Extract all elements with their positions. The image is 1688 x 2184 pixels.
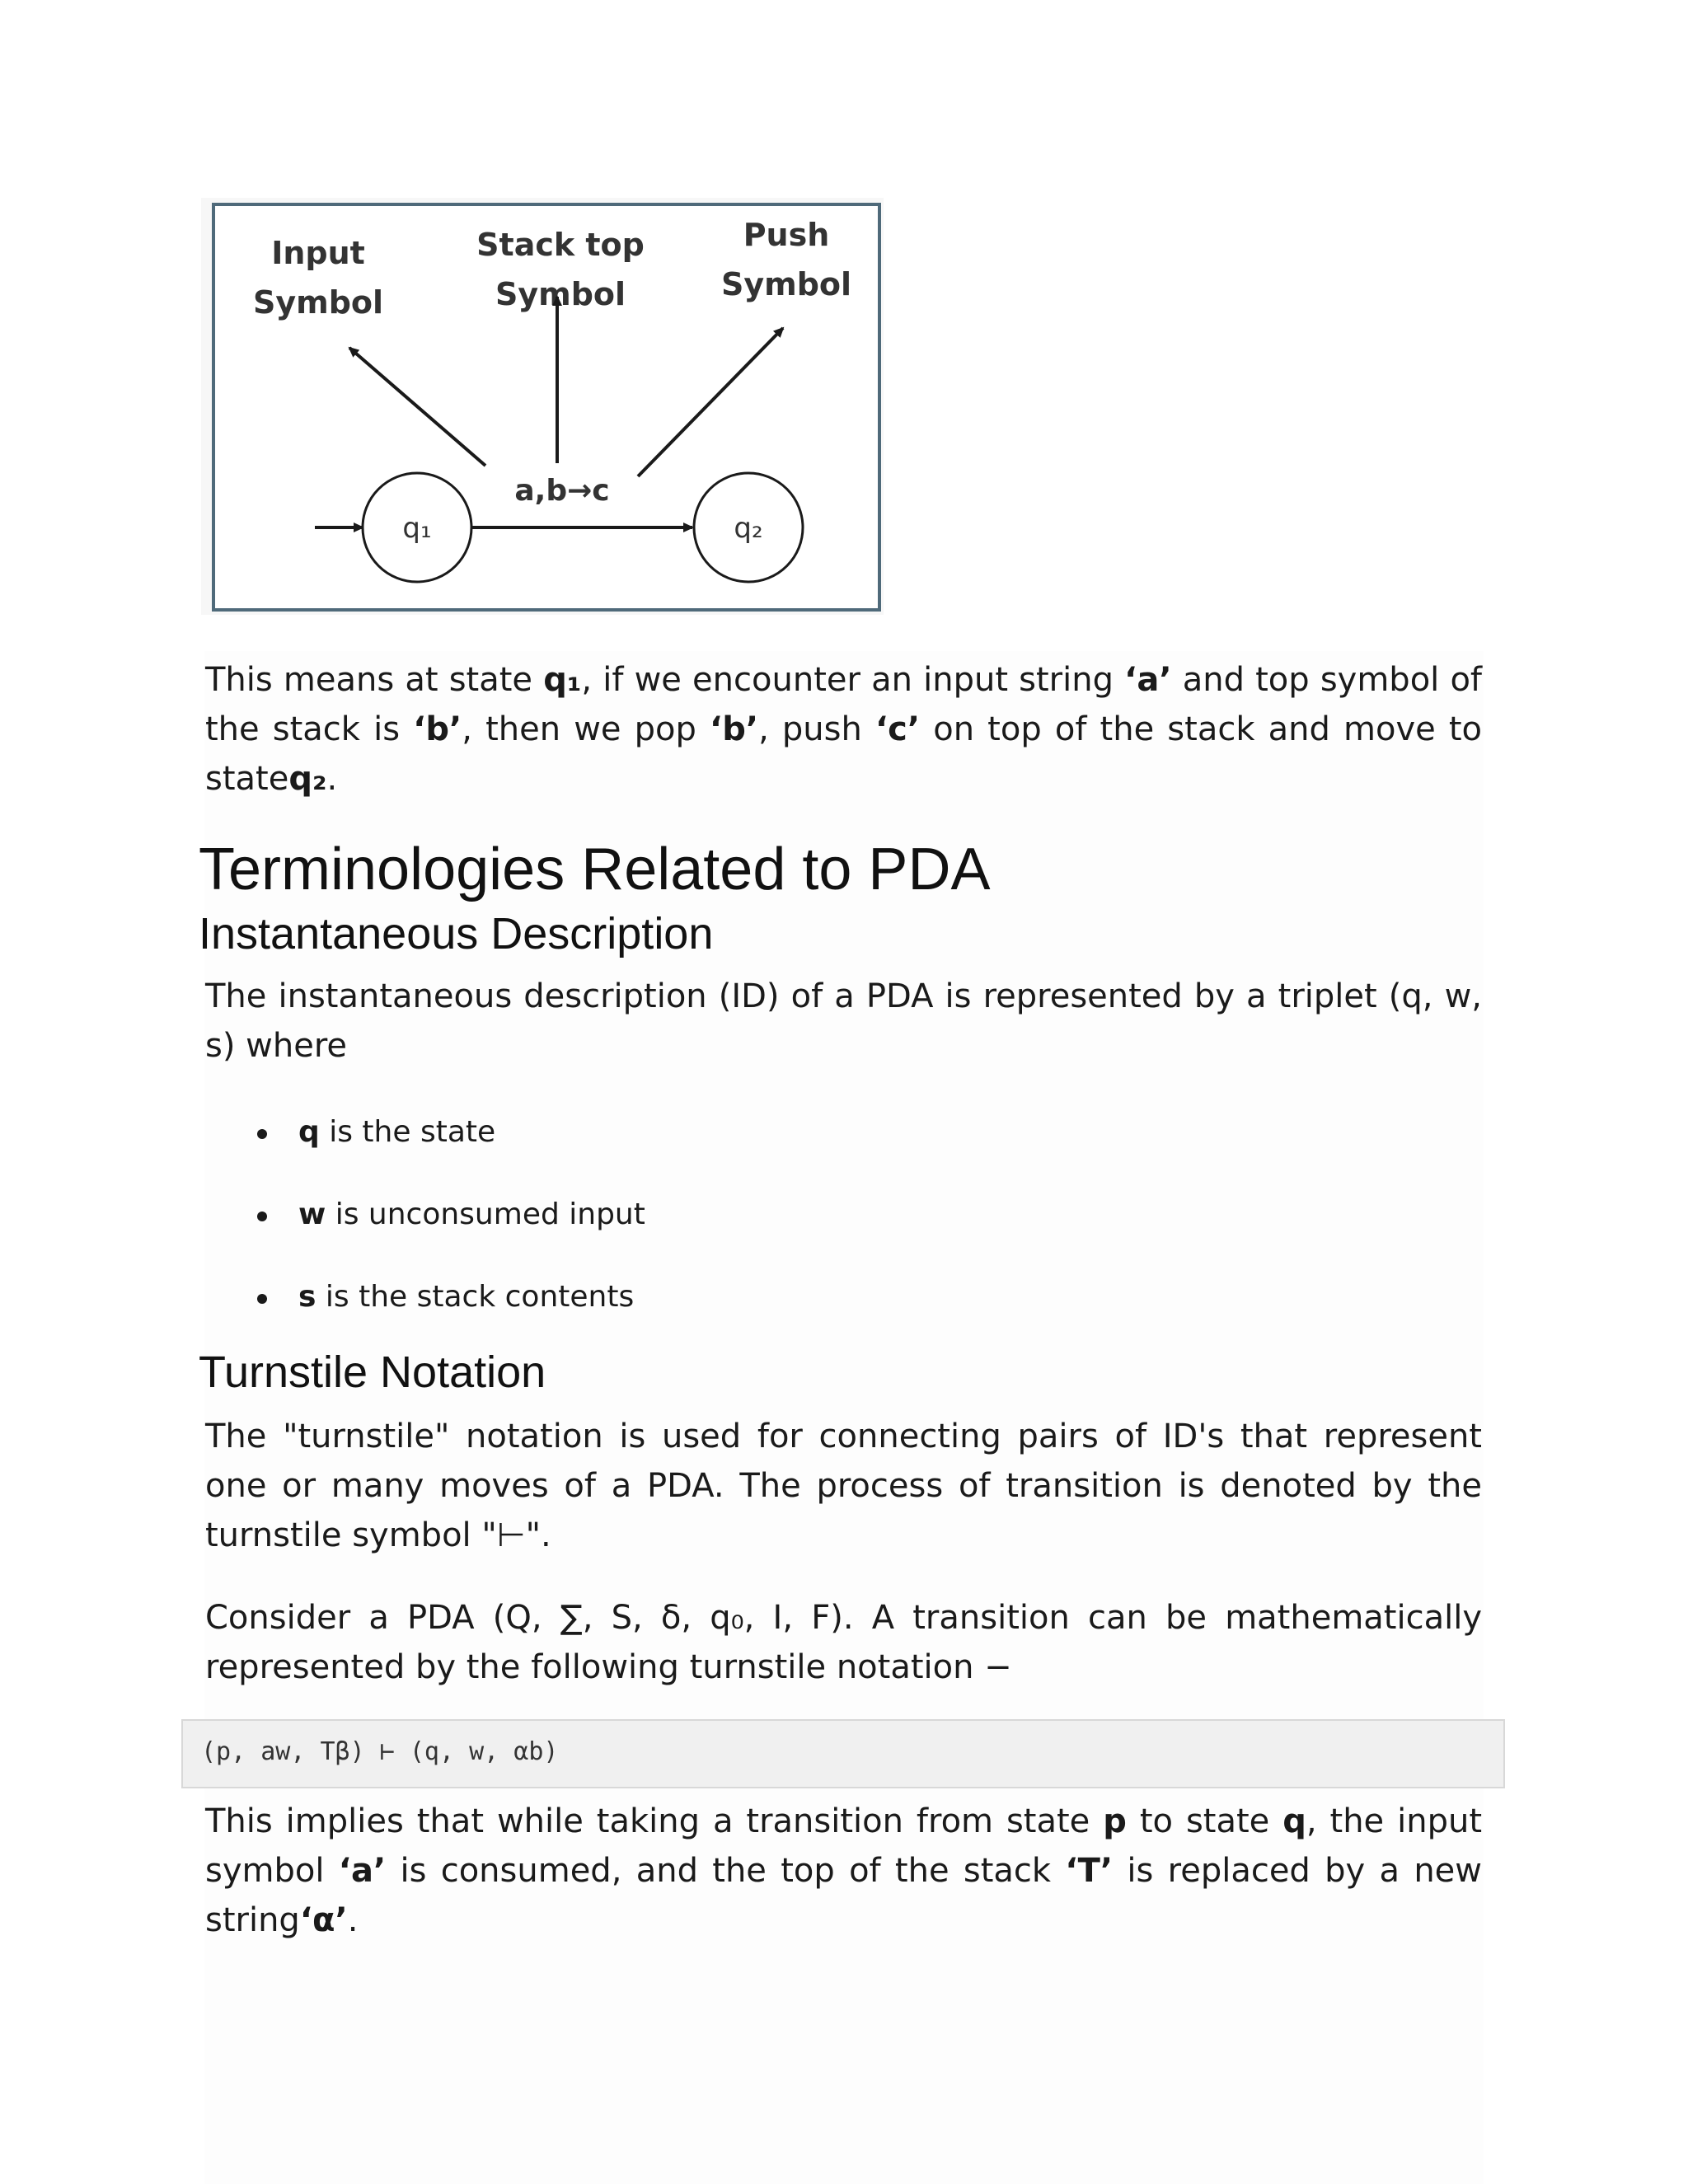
list-text: is the state [319,1115,496,1149]
state-p-term: p [1103,1802,1127,1840]
explanation-text: is replaced by a new string [205,1852,1482,1939]
intro-text: , push [758,710,875,748]
input-symbol-label-1: Input [271,235,365,271]
turnstile-description-text: The "turnstile" notation is used for connecting pairs of ID's that represent one or many moves of a PDA. The process of transition is denoted by the turnstile symbol "⊢". [205,1418,1482,1554]
intro-text: and top symbol of the stack is [205,661,1482,748]
push-c-term: ‘c’ [874,710,921,748]
push-symbol-label-2: Symbol [720,266,852,302]
explanation-text: is consumed, and the top of the stack [386,1852,1066,1890]
intro-text: , if we encounter an input string [581,661,1125,699]
turnstile-notation-code: (p, aw, Tβ) ⊢ (q, w, αb) [201,1737,559,1766]
section-heading-instantaneous: Instantaneous Description [199,909,714,958]
new-string-alpha-term: ‘α’ [299,1901,348,1939]
section-heading-turnstile: Turnstile Notation [199,1347,546,1397]
bullet-icon [257,1212,267,1221]
list-term: s [298,1280,316,1314]
state-q1-label: q₁ [402,512,432,545]
id-component-list [247,1108,645,1355]
pda-transition-figure [201,198,884,615]
pop-b-term: ‘b’ [710,710,759,748]
page-title: Terminologies Related to PDA [199,837,991,902]
list-item [247,1108,645,1190]
intro-text: on top of the stack and move to state [205,710,1483,798]
state-q1-term: q₁ [543,661,582,699]
code-block [181,1719,1505,1788]
intro-text: This means at state [205,661,544,699]
pda-definition-text: Consider a PDA (Q, ∑, S, δ, q₀, I, F). A transition can be mathematically represented by the following turnstile notation − [205,1599,1482,1686]
list-text: is the stack contents [316,1280,635,1314]
intro-paragraph [205,655,1482,804]
input-symbol-label-2: Symbol [252,284,384,321]
transition-explanation-text [205,1797,1482,1945]
intro-text: . [326,760,338,798]
push-symbol-label-1: Push [743,217,830,253]
bullet-icon [257,1294,267,1304]
explanation-text: This implies that while taking a transition from state [205,1802,1104,1840]
transition-label: a,b→c [514,474,610,508]
bullet-icon [257,1129,267,1139]
instantaneous-description-text: The instantaneous description (ID) of a PDA is represented by a triplet (q, w, s) where [205,977,1482,1065]
list-item [247,1190,645,1272]
stack-top-label-2: Symbol [495,276,626,312]
input-a-term: ‘a’ [338,1852,387,1890]
explanation-text: . [347,1901,359,1939]
state-q2-term: q₂ [288,760,327,798]
state-q2-label: q₂ [734,512,763,545]
list-term: w [298,1197,326,1231]
stack-top-T-term: ‘T’ [1065,1852,1114,1890]
list-text: is unconsumed input [326,1197,645,1231]
input-a-term: ‘a’ [1124,661,1172,699]
list-term: q [298,1115,320,1149]
explanation-text: to state [1126,1802,1283,1840]
pda-diagram [201,198,884,615]
intro-text: , then we pop [462,710,710,748]
stack-top-label-1: Stack top [476,227,645,263]
explanation-text: , the input symbol [205,1802,1483,1890]
stack-b-term: ‘b’ [413,710,462,748]
state-q-term: q [1282,1802,1306,1840]
list-item [247,1272,645,1355]
